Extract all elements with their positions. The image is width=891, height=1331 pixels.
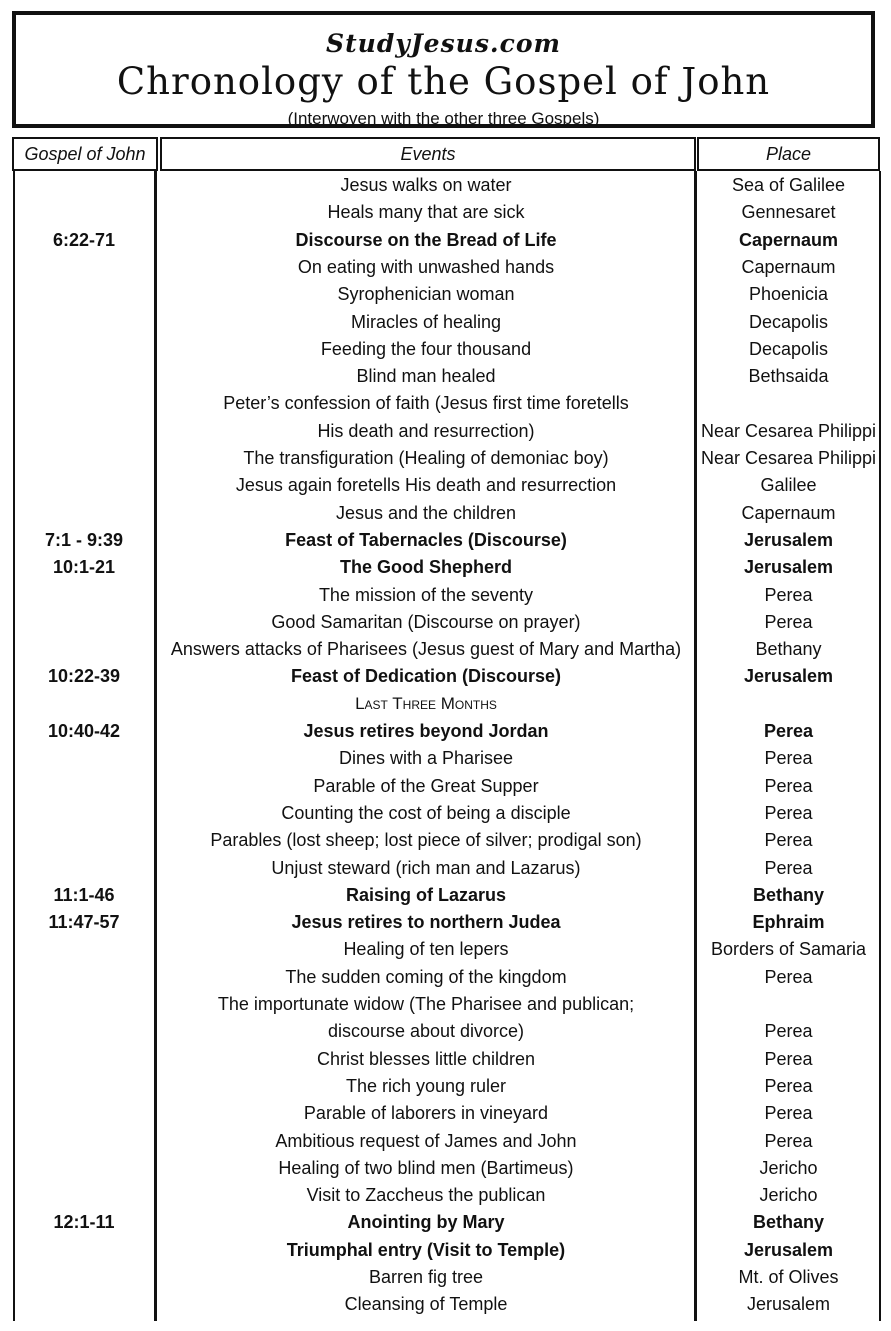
- row-place: Jericho: [759, 1158, 818, 1178]
- row-place: Perea: [764, 612, 813, 632]
- row-gospel-ref: 10:22-39: [47, 666, 121, 686]
- row-event: Healing of ten lepers: [343, 939, 509, 959]
- row-place: Jerusalem: [743, 557, 834, 577]
- row-place: Near Cesarea Philippi: [700, 448, 877, 468]
- row-place: Gennesaret: [741, 202, 836, 222]
- row-event: Heals many that are sick: [327, 202, 525, 222]
- row-event: The importunate widow (The Pharisee and publican;: [217, 994, 635, 1014]
- site-name: StudyJesus.com: [326, 29, 561, 58]
- row-event: Jesus retires beyond Jordan: [303, 721, 549, 741]
- row-place: Capernaum: [741, 257, 836, 277]
- row-event: Syrophenician woman: [337, 284, 515, 304]
- row-event: Visit to Zaccheus the publican: [306, 1185, 546, 1205]
- row-place: Mt. of Olives: [738, 1267, 839, 1287]
- row-place: Phoenicia: [748, 284, 829, 304]
- row-event: Dines with a Pharisee: [338, 748, 514, 768]
- row-event: Barren fig tree: [368, 1267, 484, 1287]
- row-event: Peter’s confession of faith (Jesus first time foretells: [223, 393, 629, 413]
- row-event: Anointing by Mary: [347, 1212, 505, 1232]
- row-event: discourse about divorce): [327, 1021, 525, 1041]
- row-place: Galilee: [760, 475, 817, 495]
- row-event: The transfiguration (Healing of demoniac boy): [243, 448, 609, 468]
- row-place: Perea: [764, 1131, 813, 1151]
- row-place: Perea: [764, 1049, 813, 1069]
- row-place: Jerusalem: [743, 666, 834, 686]
- row-event: Jesus retires to northern Judea: [291, 912, 561, 932]
- row-gospel-ref: 11:1-46: [53, 885, 115, 905]
- row-event: Answers attacks of Pharisees (Jesus guest of Mary and Martha): [170, 639, 682, 659]
- table-border-left: [13, 171, 15, 1321]
- row-place: Bethsaida: [748, 366, 829, 386]
- row-event: Unjust steward (rich man and Lazarus): [271, 858, 581, 878]
- row-place: Jerusalem: [743, 530, 834, 550]
- row-place: Perea: [764, 1103, 813, 1123]
- row-place: Ephraim: [752, 912, 825, 932]
- column-header-gospel: Gospel of John: [12, 137, 158, 171]
- row-place: Decapolis: [748, 339, 829, 359]
- row-event: Healing of two blind men (Bartimeus): [278, 1158, 574, 1178]
- row-event: Ambitious request of James and John: [275, 1131, 577, 1151]
- column-header-events: Events: [160, 137, 696, 171]
- row-place: Perea: [764, 1076, 813, 1096]
- row-place: Perea: [764, 748, 813, 768]
- row-event: Feast of Dedication (Discourse): [290, 666, 562, 686]
- row-event: Discourse on the Bread of Life: [295, 230, 557, 250]
- row-place: Jerusalem: [746, 1294, 831, 1314]
- row-event: The sudden coming of the kingdom: [285, 967, 567, 987]
- row-place: Bethany: [755, 639, 822, 659]
- row-place: Bethany: [752, 885, 824, 905]
- row-gospel-ref: 10:40-42: [47, 721, 121, 741]
- row-place: Jericho: [759, 1185, 818, 1205]
- row-event: Raising of Lazarus: [345, 885, 507, 905]
- row-event: The Good Shepherd: [339, 557, 512, 577]
- row-event: Parable of the Great Supper: [313, 776, 539, 796]
- row-place: Bethany: [752, 1212, 824, 1232]
- row-place: Perea: [764, 830, 813, 850]
- row-place: Sea of Galilee: [731, 175, 846, 195]
- row-event: Feast of Tabernacles (Discourse): [285, 530, 567, 550]
- row-place: Borders of Samaria: [710, 939, 867, 959]
- row-place: Capernaum: [741, 503, 836, 523]
- title-box: [12, 11, 875, 128]
- page-title: Chronology of the Gospel of John: [116, 60, 771, 103]
- page-subtitle: (Interwoven with the other three Gospels): [287, 109, 600, 128]
- row-place: Perea: [764, 803, 813, 823]
- row-event: Miracles of healing: [350, 312, 502, 332]
- row-place: Near Cesarea Philippi: [700, 421, 877, 441]
- row-event: Jesus again foretells His death and resurrection: [235, 475, 617, 495]
- row-event: On eating with unwashed hands: [297, 257, 555, 277]
- column-divider-gospel: [154, 171, 157, 1321]
- row-place: Perea: [764, 776, 813, 796]
- row-event: Feeding the four thousand: [320, 339, 532, 359]
- row-gospel-ref: 7:1 - 9:39: [44, 530, 124, 550]
- row-event: The mission of the seventy: [318, 585, 534, 605]
- column-header-place: Place: [697, 137, 880, 171]
- row-event: Triumphal entry (Visit to Temple): [286, 1240, 566, 1260]
- row-place: Perea: [764, 967, 813, 987]
- row-event: Jesus and the children: [335, 503, 517, 523]
- row-place: Capernaum: [738, 230, 839, 250]
- row-event: Parable of laborers in vineyard: [303, 1103, 549, 1123]
- row-event: Parables (lost sheep; lost piece of silver; prodigal son): [210, 830, 642, 850]
- row-place: Perea: [764, 1021, 813, 1041]
- row-event: Last Three Months: [355, 694, 497, 713]
- row-event: Blind man healed: [356, 366, 496, 386]
- row-event: Christ blesses little children: [316, 1049, 536, 1069]
- row-gospel-ref: 10:1-21: [52, 557, 116, 577]
- row-event: His death and resurrection): [317, 421, 535, 441]
- row-place: Decapolis: [748, 312, 829, 332]
- row-gospel-ref: 12:1-11: [53, 1212, 115, 1232]
- row-event: Cleansing of Temple: [344, 1294, 508, 1314]
- row-event: Counting the cost of being a disciple: [281, 803, 571, 823]
- row-gospel-ref: 11:47-57: [48, 912, 120, 932]
- row-place: Jerusalem: [743, 1240, 834, 1260]
- row-place: Perea: [764, 585, 813, 605]
- row-place: Perea: [763, 721, 814, 741]
- row-place: Perea: [764, 858, 813, 878]
- row-event: Jesus walks on water: [340, 175, 512, 195]
- row-event: Good Samaritan (Discourse on prayer): [271, 612, 581, 632]
- row-gospel-ref: 6:22-71: [52, 230, 116, 250]
- row-event: The rich young ruler: [345, 1076, 507, 1096]
